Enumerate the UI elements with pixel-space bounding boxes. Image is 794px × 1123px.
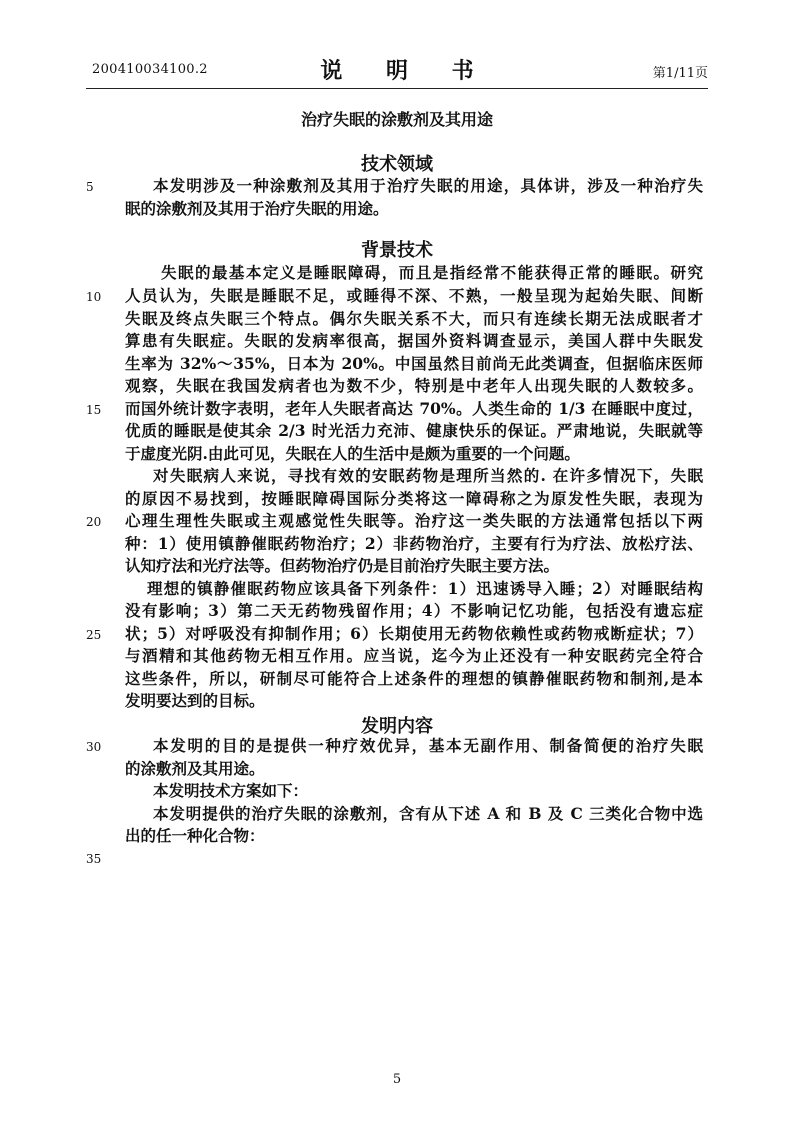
text-line: 状；5）对呼吸没有抑制作用；6）长期使用无药物依赖性或药物戒断症状；7） [125, 624, 703, 643]
line-number: 10 [86, 290, 102, 304]
text-line: 生率为 32%～35%，日本为 20%。中国虽然目前尚无此类调查，但据临床医师 [125, 354, 703, 373]
doc-number: 200410034100.2 [92, 62, 208, 77]
line-number: 20 [86, 515, 102, 529]
text-line: 的原因不易找到，按睡眠障碍国际分类将这一障碍称之为原发性失眠，表现为 [125, 489, 703, 508]
text-line: 本发明技术方案如下： [153, 781, 309, 800]
text-line: 失眠的最基本定义是睡眠障碍，而且是指经常不能获得正常的睡眠。研究 [161, 263, 703, 282]
text-line: 失眠及终点失眠三个特点。偶尔失眠关系不大，而只有连续长期无法成眠者才 [125, 309, 703, 328]
text-line: 种：1）使用镇静催眠药物治疗；2）非药物治疗，主要有行为疗法、放松疗法、 [125, 534, 703, 553]
text-line: 的涂敷剂及其用途。 [125, 759, 265, 778]
text-line: 本发明的目的是提供一种疗效优异，基本无副作用、制备简便的治疗失眠 [153, 736, 703, 755]
header-rule [86, 88, 708, 89]
section-heading-field: 技术领域 [361, 154, 433, 175]
section-heading-content: 发明内容 [361, 716, 433, 737]
line-number: 30 [86, 740, 102, 754]
line-number: 5 [86, 180, 94, 194]
text-line: 于虚度光阴.由此可见，失眠在人的生活中是颇为重要的一个问题。 [125, 444, 580, 463]
text-line: 理想的镇静催眠药物应该具备下列条件：1）迅速诱导入睡；2）对睡眠结构 [147, 579, 703, 598]
text-line: 优质的睡眠是使其余 2/3 时光活力充沛、健康快乐的保证。严肃地说，失眠就等 [125, 421, 703, 440]
text-line: 心理生理性失眠或主观感觉性失眠等。治疗这一类失眠的方法通常包括以下两 [125, 511, 703, 530]
text-line: 与酒精和其他药物无相互作用。应当说，迄今为止还没有一种安眠药完全符合 [125, 646, 703, 665]
text-line: 没有影响；3）第二天无药物残留作用；4）不影响记忆功能，包括没有遗忘症 [125, 601, 703, 620]
line-number: 35 [86, 852, 102, 866]
text-line: 眠的涂敷剂及其用于治疗失眠的用途。 [125, 199, 389, 218]
text-line: 本发明提供的治疗失眠的涂敷剂，含有从下述 A 和 B 及 C 三类化合物中选 [153, 804, 703, 823]
text-line: 人员认为，失眠是睡眠不足，或睡得不深、不熟，一般呈现为起始失眠、间断 [125, 286, 703, 305]
section-heading-background: 背景技术 [361, 240, 433, 261]
text-line: 认知疗法和光疗法等。但药物治疗仍是目前治疗失眠主要方法。 [125, 556, 560, 575]
text-line: 观察，失眠在我国发病者也为数不少，特别是中老年人出现失眠的人数较多。 [125, 376, 703, 395]
text-line: 算患有失眠症。失眠的发病率很高，据国外资料调查显示，美国人群中失眠发 [125, 331, 703, 350]
line-number: 25 [86, 628, 102, 642]
text-line: 发明要达到的目标。 [125, 691, 265, 710]
line-number: 15 [86, 403, 102, 417]
text-line: 而国外统计数字表明，老年人失眠者高达 70%。人类生命的 1/3 在睡眠中度过， [125, 399, 703, 418]
text-line: 本发明涉及一种涂敷剂及其用于治疗失眠的用途，具体讲，涉及一种治疗失 [153, 176, 703, 195]
text-line: 出的任一种化合物： [125, 826, 265, 845]
text-line: 对失眠病人来说，寻找有效的安眠药物是理所当然的. 在许多情况下，失眠 [153, 466, 703, 485]
text-line: 这些条件，所以，研制尽可能符合上述条件的理想的镇静催眠药物和制剂,是本 [125, 669, 703, 688]
document-title: 治疗失眠的涂敷剂及其用途 [300, 110, 493, 129]
page-indicator: 第1/11页 [652, 66, 708, 81]
page-number: 5 [392, 1072, 402, 1087]
document-type-title: 说 明 书 [320, 58, 492, 84]
